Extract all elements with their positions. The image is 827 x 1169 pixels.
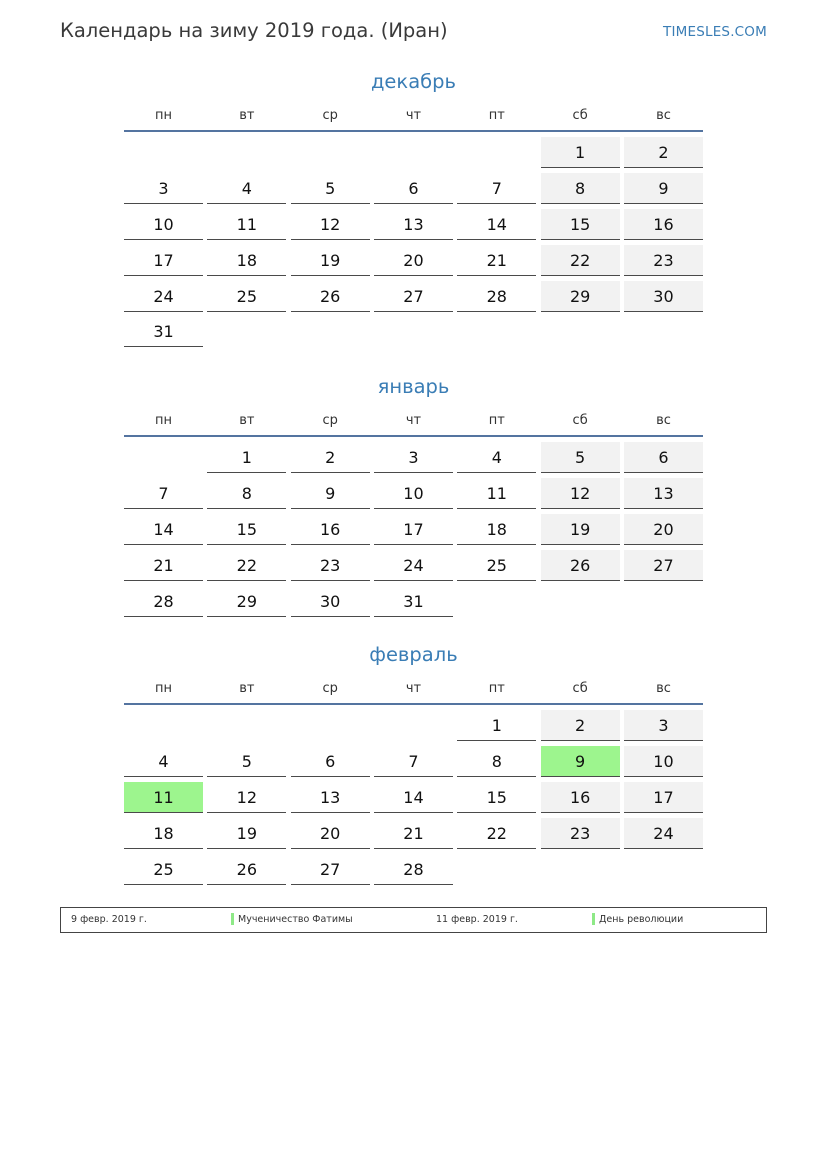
- day-cell: 23: [624, 245, 703, 276]
- day-cell: 16: [624, 209, 703, 240]
- day-cell: 30: [624, 281, 703, 312]
- day-cell: 18: [124, 818, 203, 849]
- day-cell: 8: [457, 746, 536, 777]
- page-title: Календарь на зиму 2019 года. (Иран): [60, 19, 448, 42]
- day-cell: 5: [291, 173, 370, 204]
- day-cell: 26: [541, 550, 620, 581]
- day-cell: 24: [124, 281, 203, 312]
- month-block: [124, 375, 703, 617]
- weekday-label: вс: [656, 108, 671, 123]
- day-cell: 6: [624, 442, 703, 473]
- day-cell: 23: [541, 818, 620, 849]
- month-block: [124, 70, 703, 347]
- day-cell: 23: [291, 550, 370, 581]
- weekday-label: пт: [488, 681, 505, 696]
- day-cell: 27: [624, 550, 703, 581]
- weekday-label: ср: [322, 413, 338, 428]
- day-cell: 8: [207, 478, 286, 509]
- month-title: январь: [377, 375, 450, 398]
- empty-cell: [374, 710, 453, 741]
- weekday-header: [124, 108, 703, 130]
- weekday-label: ср: [322, 108, 338, 123]
- weekday-label: сб: [572, 413, 588, 428]
- holiday-legend: [60, 907, 767, 933]
- day-cell: 28: [457, 281, 536, 312]
- weekday-label: вс: [656, 413, 671, 428]
- legend-holiday-name: Мученичество Фатимы: [238, 914, 353, 925]
- weekday-label: вт: [239, 681, 255, 696]
- day-cell: 3: [374, 442, 453, 473]
- day-cell: 30: [291, 586, 370, 617]
- day-cell: 11: [457, 478, 536, 509]
- day-cell: 17: [374, 514, 453, 545]
- weekday-label: чт: [405, 681, 422, 696]
- header-divider: [124, 435, 703, 437]
- empty-cell: [207, 137, 286, 168]
- day-cell: 13: [624, 478, 703, 509]
- weekday-label: чт: [405, 413, 422, 428]
- holiday-day-cell: 11: [124, 782, 203, 813]
- empty-cell: [207, 710, 286, 741]
- legend-date: 9 февр. 2019 г.: [71, 914, 147, 925]
- day-cell: 16: [541, 782, 620, 813]
- day-cell: 18: [207, 245, 286, 276]
- day-cell: 24: [374, 550, 453, 581]
- day-cell: 21: [374, 818, 453, 849]
- weekday-label: пт: [488, 413, 505, 428]
- day-cell: 21: [124, 550, 203, 581]
- header-divider: [124, 703, 703, 705]
- day-cell: 13: [374, 209, 453, 240]
- day-cell: 12: [541, 478, 620, 509]
- day-cell: 9: [291, 478, 370, 509]
- weekday-header: [124, 681, 703, 703]
- day-cell: 1: [457, 710, 536, 741]
- weekday-label: сб: [572, 681, 588, 696]
- day-cell: 17: [624, 782, 703, 813]
- day-cell: 29: [207, 586, 286, 617]
- days-grid: [124, 442, 703, 617]
- day-cell: 22: [541, 245, 620, 276]
- day-cell: 25: [124, 854, 203, 885]
- day-cell: 31: [374, 586, 453, 617]
- day-cell: 29: [541, 281, 620, 312]
- holiday-day-cell: 9: [541, 746, 620, 777]
- day-cell: 26: [291, 281, 370, 312]
- weekday-label: вт: [239, 413, 255, 428]
- day-cell: 15: [457, 782, 536, 813]
- day-cell: 22: [207, 550, 286, 581]
- day-cell: 9: [624, 173, 703, 204]
- day-cell: 1: [207, 442, 286, 473]
- empty-cell: [291, 710, 370, 741]
- weekday-label: пн: [155, 681, 172, 696]
- day-cell: 25: [207, 281, 286, 312]
- weekday-label: сб: [572, 108, 588, 123]
- day-cell: 20: [291, 818, 370, 849]
- day-cell: 7: [374, 746, 453, 777]
- day-cell: 21: [457, 245, 536, 276]
- empty-cell: [124, 137, 203, 168]
- day-cell: 6: [374, 173, 453, 204]
- month-block: [124, 643, 703, 885]
- day-cell: 19: [541, 514, 620, 545]
- day-cell: 14: [457, 209, 536, 240]
- day-cell: 27: [374, 281, 453, 312]
- empty-cell: [124, 442, 203, 473]
- day-cell: 31: [124, 316, 203, 347]
- weekday-label: пн: [155, 108, 172, 123]
- day-cell: 20: [624, 514, 703, 545]
- day-cell: 26: [207, 854, 286, 885]
- legend-date: 11 февр. 2019 г.: [436, 914, 518, 925]
- month-title: декабрь: [370, 70, 457, 93]
- day-cell: 20: [374, 245, 453, 276]
- day-cell: 10: [124, 209, 203, 240]
- day-cell: 7: [457, 173, 536, 204]
- day-cell: 4: [457, 442, 536, 473]
- day-cell: 4: [207, 173, 286, 204]
- weekday-label: вс: [656, 681, 671, 696]
- day-cell: 8: [541, 173, 620, 204]
- day-cell: 19: [291, 245, 370, 276]
- day-cell: 19: [207, 818, 286, 849]
- day-cell: 13: [291, 782, 370, 813]
- day-cell: 28: [124, 586, 203, 617]
- holiday-color-marker: [592, 913, 595, 925]
- weekday-label: чт: [405, 108, 422, 123]
- month-title: февраль: [369, 643, 458, 666]
- days-grid: [124, 137, 703, 347]
- day-cell: 5: [207, 746, 286, 777]
- day-cell: 17: [124, 245, 203, 276]
- day-cell: 14: [124, 514, 203, 545]
- day-cell: 10: [624, 746, 703, 777]
- empty-cell: [124, 710, 203, 741]
- day-cell: 2: [291, 442, 370, 473]
- day-cell: 6: [291, 746, 370, 777]
- header-divider: [124, 130, 703, 132]
- day-cell: 16: [291, 514, 370, 545]
- day-cell: 27: [291, 854, 370, 885]
- day-cell: 7: [124, 478, 203, 509]
- holiday-color-marker: [231, 913, 234, 925]
- site-link[interactable]: TIMESLES.COM: [663, 24, 767, 40]
- days-grid: [124, 710, 703, 885]
- day-cell: 15: [207, 514, 286, 545]
- day-cell: 1: [541, 137, 620, 168]
- day-cell: 22: [457, 818, 536, 849]
- day-cell: 10: [374, 478, 453, 509]
- empty-cell: [457, 137, 536, 168]
- empty-cell: [374, 137, 453, 168]
- day-cell: 2: [541, 710, 620, 741]
- day-cell: 3: [624, 710, 703, 741]
- weekday-header: [124, 413, 703, 435]
- day-cell: 15: [541, 209, 620, 240]
- day-cell: 5: [541, 442, 620, 473]
- day-cell: 12: [291, 209, 370, 240]
- day-cell: 14: [374, 782, 453, 813]
- day-cell: 3: [124, 173, 203, 204]
- day-cell: 12: [207, 782, 286, 813]
- day-cell: 24: [624, 818, 703, 849]
- weekday-label: ср: [322, 681, 338, 696]
- empty-cell: [291, 137, 370, 168]
- weekday-label: пт: [488, 108, 505, 123]
- weekday-label: пн: [155, 413, 172, 428]
- weekday-label: вт: [239, 108, 255, 123]
- day-cell: 18: [457, 514, 536, 545]
- day-cell: 11: [207, 209, 286, 240]
- day-cell: 28: [374, 854, 453, 885]
- day-cell: 25: [457, 550, 536, 581]
- legend-holiday-name: День революции: [599, 914, 684, 925]
- day-cell: 4: [124, 746, 203, 777]
- day-cell: 2: [624, 137, 703, 168]
